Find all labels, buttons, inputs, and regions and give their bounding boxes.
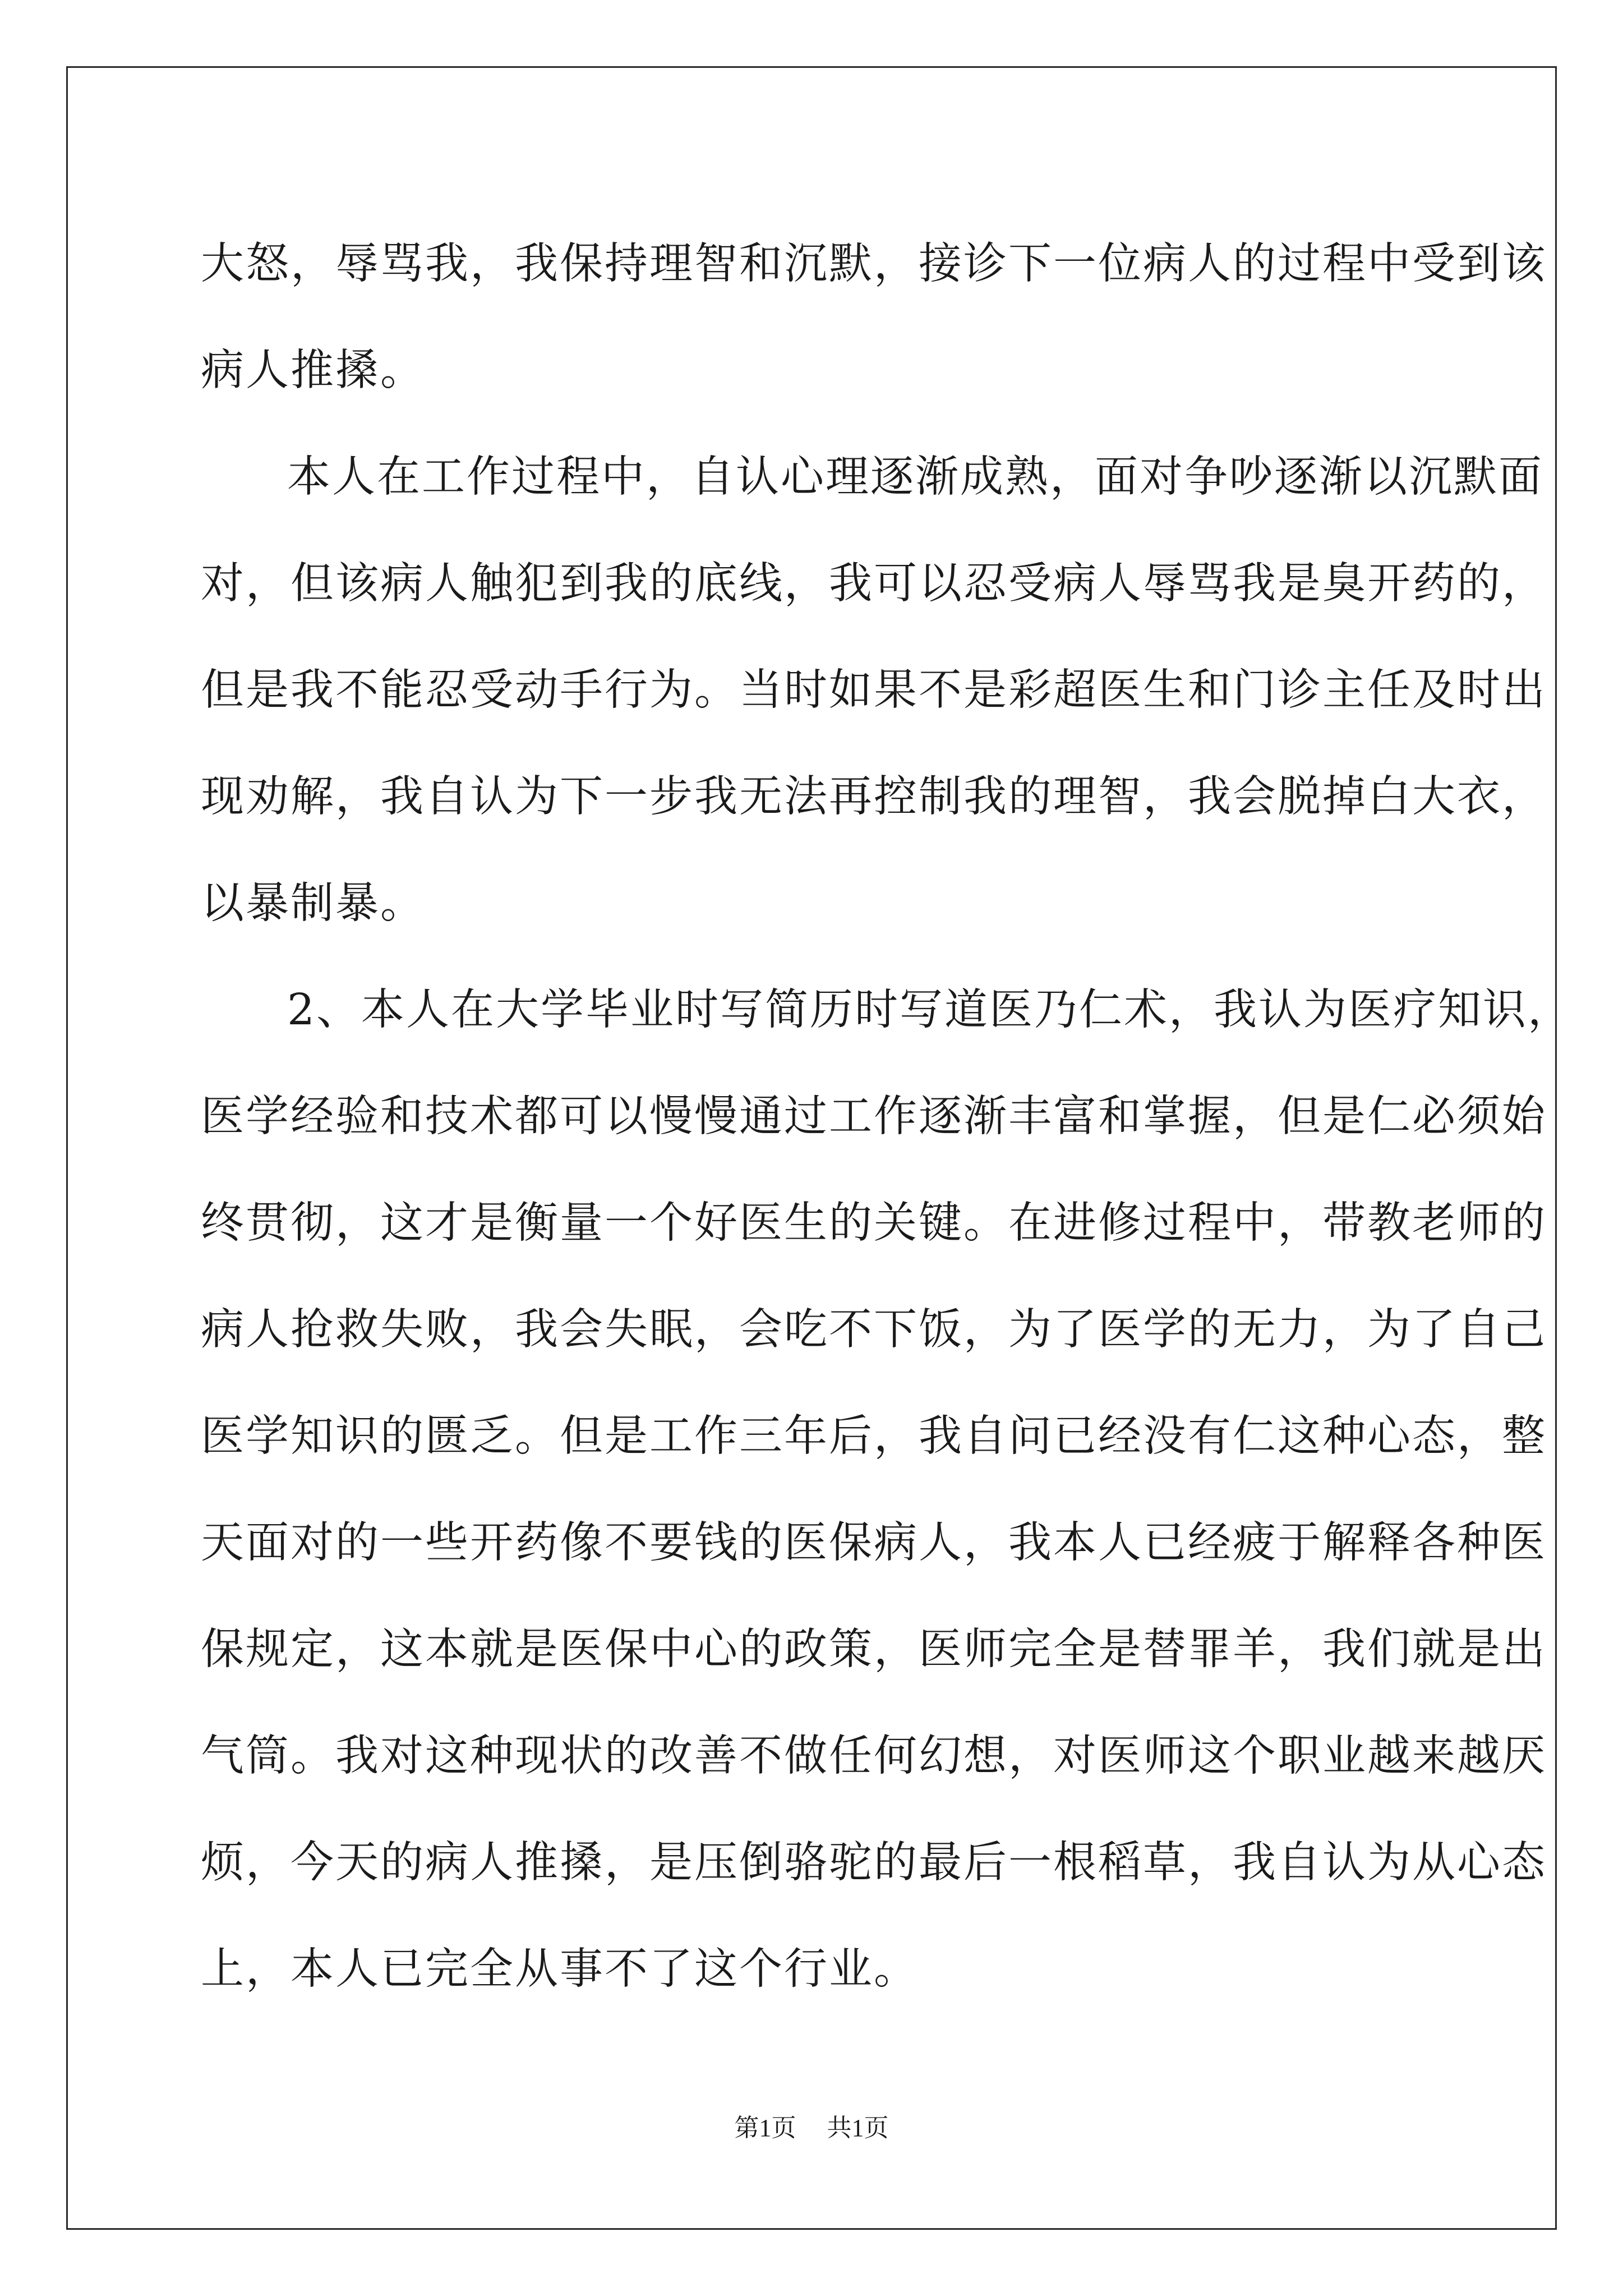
page-footer <box>0 2108 1623 2143</box>
text-line: 大怒，辱骂我，我保持理智和沉默，接诊下一位病人的过程中受到该 <box>201 239 1547 289</box>
text-line: 天面对的一些开药像不要钱的医保病人，我本人已经疲于解释各种医 <box>201 1518 1547 1568</box>
text-line: 病人推搡。 <box>201 346 425 395</box>
page-number-current: 第1页 <box>734 2114 796 2142</box>
text-line: 终贯彻，这才是衡量一个好医生的关键。在进修过程中，带教老师的 <box>201 1198 1547 1248</box>
text-line: 医学经验和技术都可以慢慢通过工作逐渐丰富和掌握，但是仁必须始 <box>201 1092 1547 1142</box>
text-line: 现劝解，我自认为下一步我无法再控制我的理智，我会脱掉白大衣， <box>201 772 1547 822</box>
document-body <box>201 211 1573 2023</box>
page-number-total: 共1页 <box>827 2114 889 2142</box>
text-line: 保规定，这本就是医保中心的政策，医师完全是替罪羊，我们就是出 <box>201 1625 1547 1674</box>
text-line: 病人抢救失败，我会失眠，会吃不下饭，为了医学的无力，为了自己 <box>201 1305 1547 1355</box>
text-line: 医学知识的匮乏。但是工作三年后，我自问已经没有仁这种心态，整 <box>201 1411 1547 1461</box>
text-line: 上，本人已完全从事不了这个行业。 <box>201 1944 919 1994</box>
text-line: 烦，今天的病人推搡，是压倒骆驼的最后一根稻草，我自认为从心态 <box>201 1838 1547 1888</box>
text-line: 本人在工作过程中，自认心理逐渐成熟，面对争吵逐渐以沉默面 <box>287 452 1543 502</box>
text-line: 气筒。我对这种现状的改善不做任何幻想，对医师这个职业越来越厌 <box>201 1731 1547 1781</box>
text-line: 但是我不能忍受动手行为。当时如果不是彩超医生和门诊主任及时出 <box>201 665 1547 715</box>
text-line: 对，但该病人触犯到我的底线，我可以忍受病人辱骂我是臭开药的， <box>201 559 1547 609</box>
text-line: 以暴制暴。 <box>201 878 425 928</box>
text-line: 2、本人在大学毕业时写简历时写道医乃仁术，我认为医疗知识， <box>287 985 1573 1035</box>
